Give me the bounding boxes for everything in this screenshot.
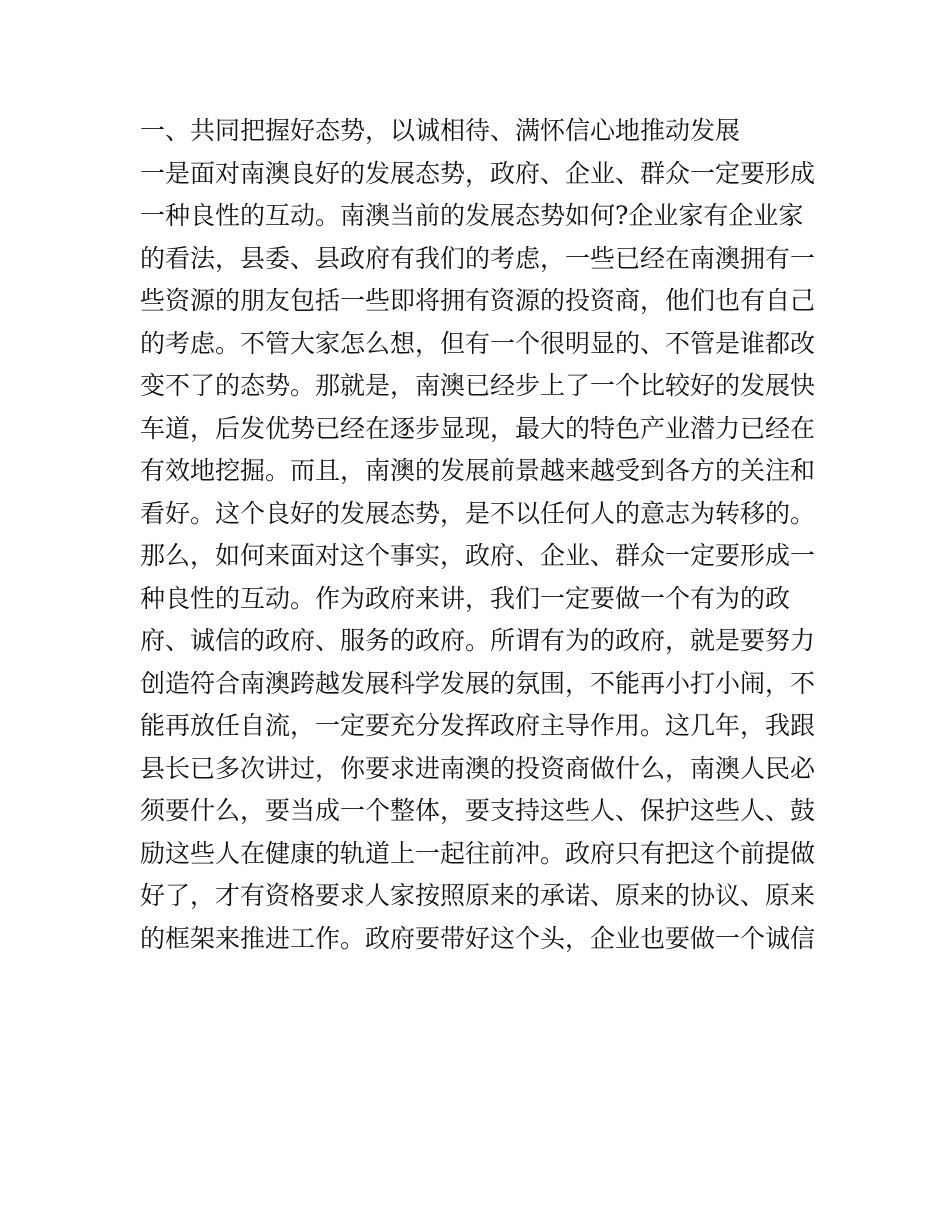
text-line: 那么，如何来面对这个事实，政府、企业、群众一定要形成一	[140, 541, 816, 570]
text-line: 能再放任自流，一定要充分发挥政府主导作用。这几年，我跟	[140, 711, 816, 740]
text-line: 有效地挖掘。而且，南澳的发展前景越来越受到各方的关注和	[140, 456, 816, 485]
text-line: 种良性的互动。作为政府来讲，我们一定要做一个有为的政	[140, 583, 791, 613]
text-line: 一种良性的互动。南澳当前的发展态势如何?企业家有企业家	[140, 201, 804, 230]
text-line: 车道，后发优势已经在逐步显现，最大的特色产业潜力已经在	[140, 413, 816, 443]
text-line: 看好。这个良好的发展态势，是不以任何人的意志为转移的。	[140, 498, 816, 528]
text-line: 的考虑。不管大家怎么想，但有一个很明显的、不管是谁都改	[140, 328, 816, 358]
text-line: 些资源的朋友包括一些即将拥有资源的投资商，他们也有自己	[140, 286, 816, 315]
text-line: 的看法，县委、县政府有我们的考虑，一些已经在南澳拥有一	[140, 243, 816, 273]
text-line: 励这些人在健康的轨道上一起往前冲。政府只有把这个前提做	[140, 838, 816, 868]
text-line: 府、诚信的政府、服务的政府。所谓有为的政府，就是要努力	[140, 626, 816, 655]
document-body	[140, 110, 820, 960]
text-line: 县长已多次讲过，你要求进南澳的投资商做什么，南澳人民必	[140, 753, 816, 783]
text-line: 创造符合南澳跨越发展科学发展的氛围，不能再小打小闹，不	[140, 668, 816, 698]
section-heading: 一、共同把握好态势，以诚相待、满怀信心地推动发展	[140, 116, 741, 145]
text-line: 变不了的态势。那就是，南澳已经步上了一个比较好的发展快	[140, 371, 816, 400]
text-line: 须要什么，要当成一个整体，要支持这些人、保护这些人、鼓	[140, 796, 816, 825]
text-line: 一是面对南澳良好的发展态势，政府、企业、群众一定要形成	[140, 158, 816, 188]
body-paragraph	[140, 153, 820, 961]
text-line: 好了，才有资格要求人家按照原来的承诺、原来的协议、原来	[140, 881, 816, 910]
text-line: 的框架来推进工作。政府要带好这个头，企业也要做一个诚信	[140, 923, 816, 953]
